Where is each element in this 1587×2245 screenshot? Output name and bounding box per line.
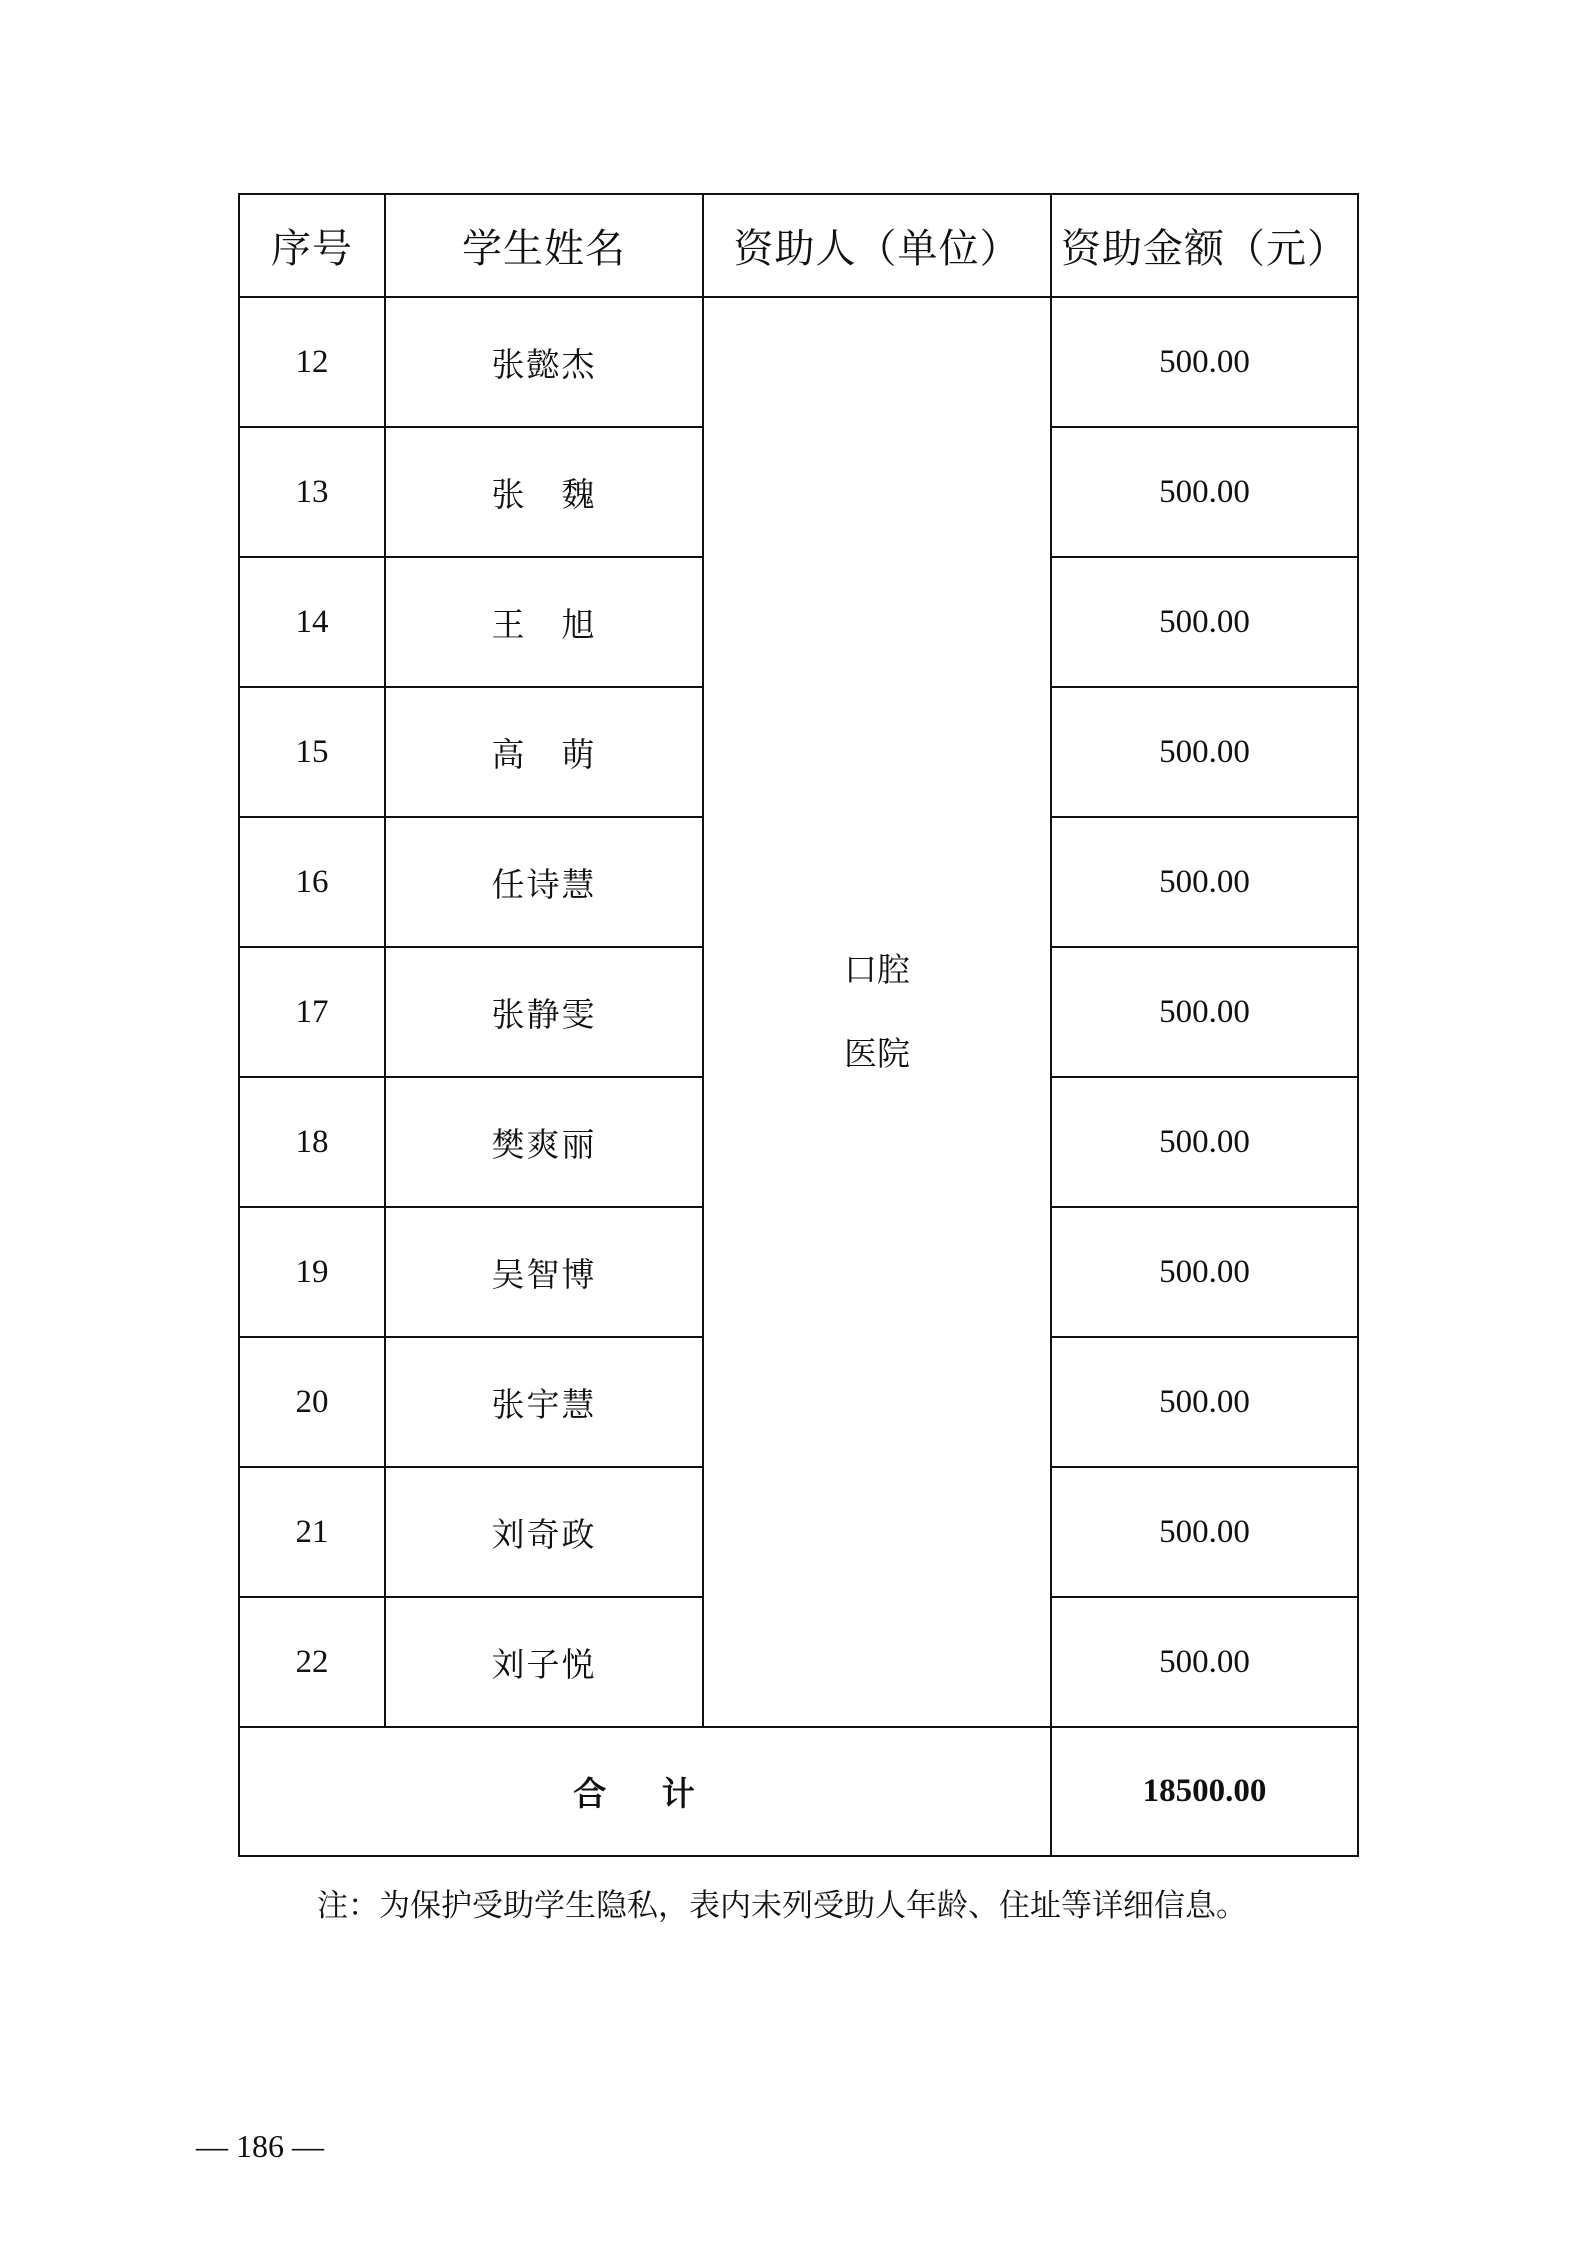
row-student-name: 刘奇政 (385, 1467, 703, 1597)
row-student-name: 吴智博 (385, 1207, 703, 1337)
total-amount: 18500.00 (1051, 1727, 1358, 1856)
row-student-name: 樊爽丽 (385, 1077, 703, 1207)
row-student-name: 张 魏 (385, 427, 703, 557)
row-student-name: 王 旭 (385, 557, 703, 687)
row-student-name: 刘子悦 (385, 1597, 703, 1727)
privacy-note: 注：为保护受助学生隐私，表内未列受助人年龄、住址等详细信息。 (317, 1888, 1247, 1924)
page-number: — 186 — (196, 2128, 324, 2164)
row-student-name: 张宇慧 (385, 1337, 703, 1467)
row-seq: 12 (239, 297, 385, 427)
header-student-name: 学生姓名 (385, 194, 703, 297)
total-row (239, 1727, 1358, 1856)
row-amount: 500.00 (1051, 1597, 1358, 1727)
row-student-name: 高 萌 (385, 687, 703, 817)
total-label: 合 计 (239, 1727, 1051, 1856)
table-row (239, 297, 1358, 427)
row-student-name: 任诗慧 (385, 817, 703, 947)
header-seq: 序号 (239, 194, 385, 297)
row-seq: 18 (239, 1077, 385, 1207)
sponsor-line: 口腔 (844, 950, 910, 989)
row-seq: 14 (239, 557, 385, 687)
row-amount: 500.00 (1051, 297, 1358, 427)
row-student-name: 张静雯 (385, 947, 703, 1077)
row-seq: 17 (239, 947, 385, 1077)
row-amount: 500.00 (1051, 427, 1358, 557)
row-amount: 500.00 (1051, 1337, 1358, 1467)
row-student-name: 张懿杰 (385, 297, 703, 427)
row-amount: 500.00 (1051, 947, 1358, 1077)
row-amount: 500.00 (1051, 1467, 1358, 1597)
sponsor-line: 医院 (844, 1034, 910, 1073)
sponsor-cell (703, 297, 1051, 1727)
row-seq: 19 (239, 1207, 385, 1337)
row-amount: 500.00 (1051, 817, 1358, 947)
row-amount: 500.00 (1051, 1077, 1358, 1207)
row-seq: 16 (239, 817, 385, 947)
row-seq: 13 (239, 427, 385, 557)
row-amount: 500.00 (1051, 557, 1358, 687)
header-row (239, 194, 1358, 297)
row-seq: 22 (239, 1597, 385, 1727)
donation-table (238, 193, 1359, 1857)
row-seq: 20 (239, 1337, 385, 1467)
row-seq: 15 (239, 687, 385, 817)
header-sponsor: 资助人（单位） (703, 194, 1051, 297)
row-seq: 21 (239, 1467, 385, 1597)
row-amount: 500.00 (1051, 687, 1358, 817)
header-amount: 资助金额（元） (1051, 194, 1358, 297)
row-amount: 500.00 (1051, 1207, 1358, 1337)
